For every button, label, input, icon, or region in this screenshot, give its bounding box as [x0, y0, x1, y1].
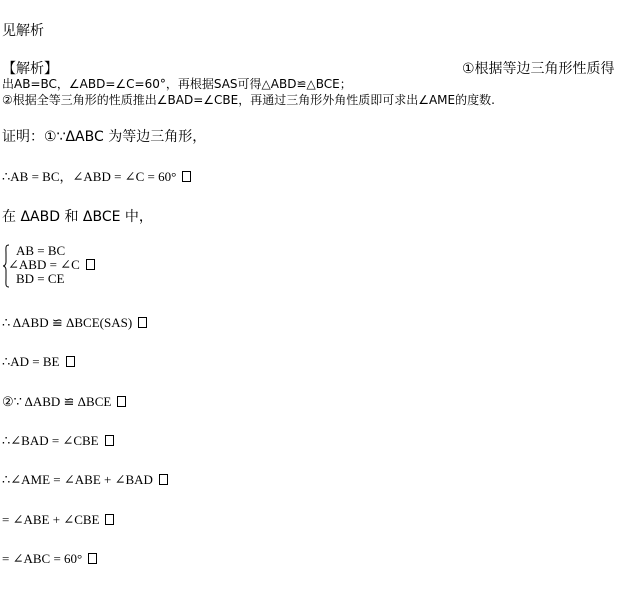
proof-step6: ∴∠BAD = ∠CBE — [2, 433, 114, 449]
analysis-label: 【解析】 — [2, 61, 58, 77]
system-row: AB = BC — [16, 243, 66, 258]
proof-step4: ∴AD = BE — [2, 354, 75, 370]
system-row: ∠ABD = ∠C — [8, 258, 95, 272]
proof-step2: 在 ΔABD 和 ΔBCE 中， — [2, 209, 153, 225]
proof-step3: ∴ ΔABD ≌ ΔBCE(SAS) — [2, 315, 147, 331]
proof-step7: ∴∠AME = ∠ABE + ∠BAD — [2, 472, 168, 488]
proof-intro: 证明：①∵ΔABC 为等边三角形， — [2, 129, 207, 145]
analysis-line1: ①根据等边三角形性质得 — [462, 61, 615, 77]
answer-heading: 见解析 — [2, 23, 44, 39]
system-row: BD = CE — [16, 271, 65, 286]
proof-step1: ∴AB = BC，∠ABD = ∠C = 60° — [2, 166, 191, 185]
analysis-line3: ②根据全等三角形的性质推出∠BAD=∠CBE，再通过三角形外角性质即可求出∠AME的度数. — [2, 93, 495, 107]
proof-step9: = ∠ABC = 60° — [2, 551, 97, 567]
analysis-line2: 出AB=BC，∠ABD=∠C=60°，再根据SAS可得△ABD≌△BCE； — [2, 77, 352, 91]
proof-step5: ②∵ ΔABD ≌ ΔBCE — [2, 394, 126, 410]
proof-step8: = ∠ABE + ∠CBE — [2, 512, 114, 528]
